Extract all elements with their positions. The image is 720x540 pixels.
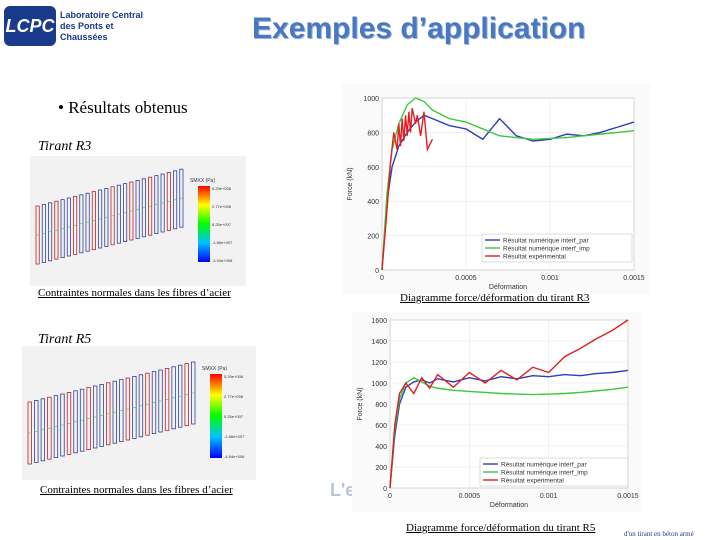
y-tick-label: 600 <box>367 164 379 172</box>
y-tick-label: 800 <box>375 402 387 409</box>
x-tick-label: 0.0015 <box>617 493 639 500</box>
legend-tick: 2.77e+008 <box>212 204 232 209</box>
color-scale-r3 <box>198 186 210 262</box>
fe-caption-r5: Contraintes normales dans les fibres d’acier <box>40 484 233 496</box>
chart-caption-r3: Diagramme force/déformation du tirant R3 <box>400 292 590 304</box>
legend-entry: Résultat numérique interf_imp <box>501 469 588 477</box>
y-tick-label: 1200 <box>371 360 387 367</box>
legend-tick: 5.29e+008 <box>224 374 244 379</box>
bullet-results: • Résultats obtenus <box>58 98 188 117</box>
fe-mesh-r5 <box>28 362 195 464</box>
faded-background-text: L'e <box>330 480 356 500</box>
x-tick-label: 0 <box>388 493 392 500</box>
y-tick-label: 0 <box>383 486 387 493</box>
x-tick-label: 0.001 <box>539 493 558 500</box>
y-tick-label: 200 <box>367 233 379 241</box>
y-tick-label: 1000 <box>363 96 379 103</box>
chart-caption-r5: Diagramme force/déformation du tirant R5 <box>406 522 596 534</box>
y-tick-label: 200 <box>375 465 387 472</box>
y-tick-label: 600 <box>375 423 387 430</box>
y-tick-label: 1600 <box>371 318 387 325</box>
x-tick-label: 0.0005 <box>458 493 481 500</box>
legend-entry: Résultat experimental <box>501 477 564 485</box>
logo-line-2: des Ponts et Chaussées <box>60 21 114 42</box>
panel-label-r3: Tirant R3 <box>38 139 92 154</box>
force-deformation-chart-r5 <box>352 312 642 512</box>
lcpc-logo-text <box>60 10 150 43</box>
logo-line-1: Laboratoire Central <box>60 10 144 20</box>
x-axis-label: Déformation <box>489 502 529 509</box>
x-axis-label: Déformation <box>488 284 528 291</box>
force-deformation-chart-r3 <box>342 84 650 294</box>
x-tick-label: 0.001 <box>541 275 559 282</box>
y-tick-label: 1000 <box>371 381 387 388</box>
y-tick-label: 0 <box>375 268 379 275</box>
legend-entry: Résultat expérimental <box>503 253 566 261</box>
lcpc-logo-mark: LCPC <box>4 6 56 46</box>
legend-tick: 5.25e+007 <box>212 222 232 227</box>
fe-caption-r3: Contraintes normales dans les fibres d’acier <box>38 287 231 299</box>
legend-tick: 5.29e+008 <box>212 186 232 191</box>
y-axis-label: Force (kN) <box>357 387 364 421</box>
y-tick-label: 1400 <box>371 339 387 346</box>
y-tick-label: 800 <box>367 130 379 138</box>
slide-title: Exemples d’application <box>252 12 586 45</box>
legend-tick: -4.94e+008 <box>224 454 245 459</box>
y-tick-label: 400 <box>367 199 379 207</box>
legend-tick: -1.86e+007 <box>212 240 233 245</box>
color-scale-r5 <box>210 374 222 458</box>
legend-entry: Résultat numérique interf_imp <box>503 245 590 253</box>
legend-tick: -1.86e+007 <box>224 434 245 439</box>
fe-mesh-image-r3 <box>30 156 246 286</box>
legend-entry: Résultat numérique interf_par <box>501 461 587 469</box>
x-tick-label: 0.0005 <box>455 275 477 282</box>
fe-mesh-r3 <box>36 169 183 264</box>
panel-label-r5: Tirant R5 <box>38 332 92 347</box>
y-axis-label: Force (kN) <box>347 167 354 201</box>
legend-title-r5: SMXX (Pa) <box>202 366 228 372</box>
footer-note: d'un tirant en béton armé <box>624 530 694 538</box>
legend-tick: -4.94e+008 <box>212 258 233 263</box>
legend-tick: 5.25e+007 <box>224 414 244 419</box>
x-tick-label: 0 <box>380 275 384 282</box>
x-tick-label: 0.0015 <box>623 275 645 282</box>
fe-mesh-image-r5 <box>22 346 256 480</box>
legend-tick: 2.77e+008 <box>224 394 244 399</box>
y-tick-label: 400 <box>375 444 387 451</box>
legend-title-r3: SMXX (Pa) <box>190 178 216 184</box>
legend-entry: Résultat numérique interf_par <box>503 237 589 245</box>
